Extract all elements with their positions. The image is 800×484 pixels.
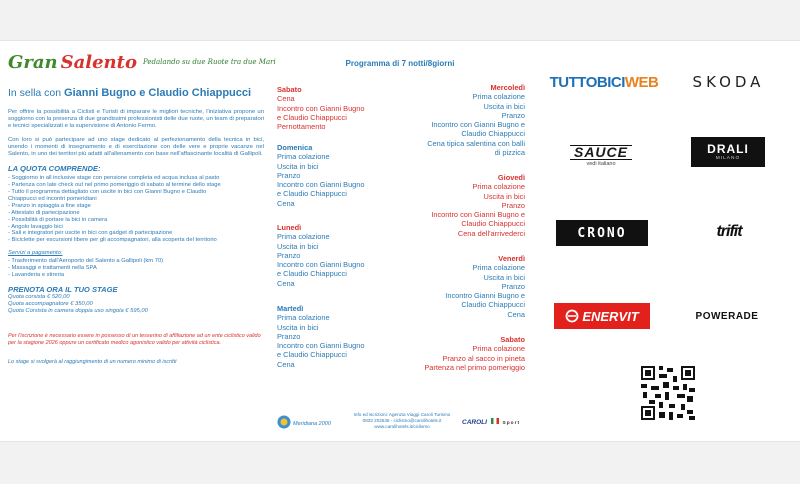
price-item: Quota Corsista in camera doppia uso singola € 595,00 [8,308,148,314]
day-event: Incontro con Gianni Bugno [277,260,365,270]
day-event: di pizzica [494,148,525,158]
day-event: Uscita in bici [277,161,319,171]
intro-paragraph-1: Per offrire la possibilità a Ciclisti e Turisti di imparare le migliori tecniche, l'iniziativa propone un soggiorno con la presenza di due grandissimi professionisti delle due ruote, un team di preparatori e tecnici specializzati e la supervisione di Antonio Fermo. [8,109,264,130]
powerade-logo: POWERADE [695,310,759,322]
day-event: e Claudio Chiappucci [277,189,347,199]
caroli-text: CAROLI [462,419,487,426]
day-event: Prima colazione [472,344,525,354]
day-event: Prima colazione [277,152,330,162]
enervit-text: ENERVIT [582,308,639,324]
price-list [8,294,264,315]
list-item: - Tutto il programma dettagliato con uscite in bici con Gianni Bugno e Claudio [8,189,207,196]
day-event: Claudio Chiappucci [461,129,525,139]
day-event: Pranzo al sacco in pineta [442,353,525,363]
program-column [272,53,528,441]
day-event: Pranzo [501,110,525,120]
day-event: Prima colazione [277,313,330,323]
day-event: e Claudio Chiappucci [277,269,347,279]
logo-salento-text: Salento [60,51,137,73]
day-event: Uscita in bici [483,272,525,282]
enervit-swirl-icon [565,309,579,323]
day-event: Cena tipica salentina con balli [427,138,525,148]
sauce-logo [558,141,644,171]
contact-line[interactable]: www.carolihotels.it/ciclismo [374,424,430,429]
day-lunedi [277,223,365,288]
day-event: Cena [277,94,295,104]
prenota-heading: PRENOTA ORA IL TUO STAGE [8,285,118,294]
insella-prefix: In sella con [8,87,62,99]
day-event: Uscita in bici [483,191,525,201]
sport-text: Sport [502,421,521,426]
intro-column [8,49,276,365]
day-domenica [277,143,365,208]
quota-list [8,175,264,244]
enervit-logo [554,303,650,329]
day-event: Incontro con Gianni Bugno [277,180,365,190]
list-item: - Soggiorno in all inclusive stage con pensione completa ed acqua inclusa al pasto [8,175,220,182]
day-name: Domenica [277,143,313,152]
crono-logo: CRONO [556,220,648,246]
sauce-text: SAUCE [570,145,632,160]
web-text: WEB [624,73,659,91]
caroli-sport-logo [462,418,520,426]
intro-text [8,109,264,158]
list-item: - Possibilità di portare la bici in camera [8,216,108,223]
day-name: Martedì [277,304,304,313]
day-event: Incontro con Gianni Bugno [277,103,365,113]
day-event: Prima colazione [472,263,525,273]
contact-line: Info ed iscrizioni: Agenzia Viaggi Caroli Turismo [353,412,451,417]
day-martedi [277,304,365,369]
tuttobici-text: TUTTOBICI [549,73,625,91]
day-name: Sabato [277,85,302,94]
trifit-logo: trifit [716,223,742,240]
day-name: Lunedì [277,223,302,232]
day-event: Uscita in bici [277,241,319,251]
day-event: Pernottamento [277,122,326,132]
quota-heading: LA QUOTA COMPRENDE: [8,164,101,174]
day-event: Cena [277,359,295,369]
day-event: Incontro con Gianni Bugno [277,341,365,351]
day-event: Pranzo [277,331,301,341]
intro-paragraph-2: Con loro si può partecipare ad uno stage dedicato al perfezionamento della tecnica in bici, unendo i momenti di insegnamento e di esercitazione con delle vere e proprie vacanze nel Salento, in uno dei territori più adatti all'allenamento con base nell'affascinante località di Gallipoli. [8,136,264,158]
day-name: Mercoledì [490,83,525,92]
list-item: - Partenza con late check out nel primo pomeriggio di sabato al termine dello stage [8,182,221,189]
tuttobiciweb-logo [549,71,659,93]
insella-names: Gianni Bugno e Claudio Chiappucci [64,87,252,99]
day-name: Sabato [500,335,525,344]
page-title [8,87,264,99]
day-event: Incontro con Gianni Bugno e [431,120,525,130]
logo-tagline: Pedalando su due Ruote tra due Mari [142,58,276,66]
gran-salento-logo [8,49,276,75]
day-event: Pranzo [277,250,301,260]
list-item: - Lavanderia e stireria [8,272,65,279]
day-giovedi [392,173,525,238]
list-item: Chiappucci ed incontri pomeridiani [8,195,97,202]
day-event: Cena [507,309,525,319]
day-event: Incontro con Gianni Bugno e [431,210,525,220]
registration-note: Per l'iscrizione è necessario essere in possesso di un tesserino di affiliazione ad un ente ciclistico valido per la stagione 2026 oppure un certificato medico agonistico valido per attività ciclistica. [8,333,261,346]
day-event: Incontro Gianni Bugno e [445,291,525,301]
day-event: Cena [277,278,295,288]
day-event: Prima colazione [472,92,525,102]
drali-logo [691,137,765,167]
day-event: e Claudio Chiappucci [277,112,347,122]
list-item: - Trasferimento dall'Aeroporto del Salento a Gallipoli (km 70) [8,258,164,265]
servizi-heading: Servizi a pagamento: [8,250,63,257]
flag-icon [491,418,499,424]
list-item: - Attestato di partecipazione [8,209,80,216]
day-event: Uscita in bici [483,101,525,111]
servizi-list [8,258,264,279]
price-item: Quota corsista € 520,00 [8,294,70,300]
day-event: Claudio Chiappucci [461,300,525,310]
sauce-subtext: vedi italiano [586,161,616,167]
sponsors-column [536,41,800,441]
logo-gran-text: Gran [8,51,58,73]
drali-subtext: MILANO [715,156,741,161]
day-event: Pranzo [501,281,525,291]
day-event: Pranzo [501,200,525,210]
day-event: Prima colazione [277,232,330,242]
day-event: Uscita in bici [277,322,319,332]
price-item: Quota accompagnatore € 350,00 [8,301,93,307]
contact-footer [272,408,528,436]
list-item: - Biciclette per escursioni libere per gli accompagnatori, alla scoperta del territorio [8,237,217,244]
day-name: Giovedì [497,173,525,182]
day-name: Venerdì [498,254,525,263]
day-event: Pranzo [277,170,301,180]
day-event: Claudio Chiappucci [461,219,525,229]
list-item: - Massaggi e trattamenti nella SPA [8,265,97,272]
day-event: e Claudio Chiappucci [277,350,347,360]
day-event: Cena [277,198,295,208]
qr-code-icon[interactable] [639,364,697,422]
day-event: Prima colazione [472,182,525,192]
day-mercoledi [392,83,525,157]
meridiana-logo [276,414,332,430]
day-venerdi [392,254,525,319]
list-item: - Sali e integratori per uscite in bici con gadget di partecipazione [8,230,173,237]
drali-text: DRALI [707,142,749,156]
day-event: Partenza nel primo pomeriggio [424,362,525,372]
contact-lines [342,412,462,430]
day-sabato-departure [392,335,525,372]
day-sabato-arrival [277,85,365,131]
brochure-page [0,40,800,442]
contact-line[interactable]: 0833 202536 - ciclismo@carolihotels.it [362,418,442,423]
minimum-participants-note: Lo stage si svolgerà al raggiungimento di un numero minimo di iscritti [8,358,177,365]
program-title: Programma di 7 notti/8giorni [345,59,455,68]
list-item: - Angolo lavaggio bici [8,223,63,230]
list-item: - Pranzo in spiaggia a fine stage [8,202,91,209]
day-event: Cena dell'arrivederci [457,228,525,238]
skoda-logo: SKODA [692,73,765,91]
meridiana-logo-text: Meridiana 2000 [293,421,331,427]
